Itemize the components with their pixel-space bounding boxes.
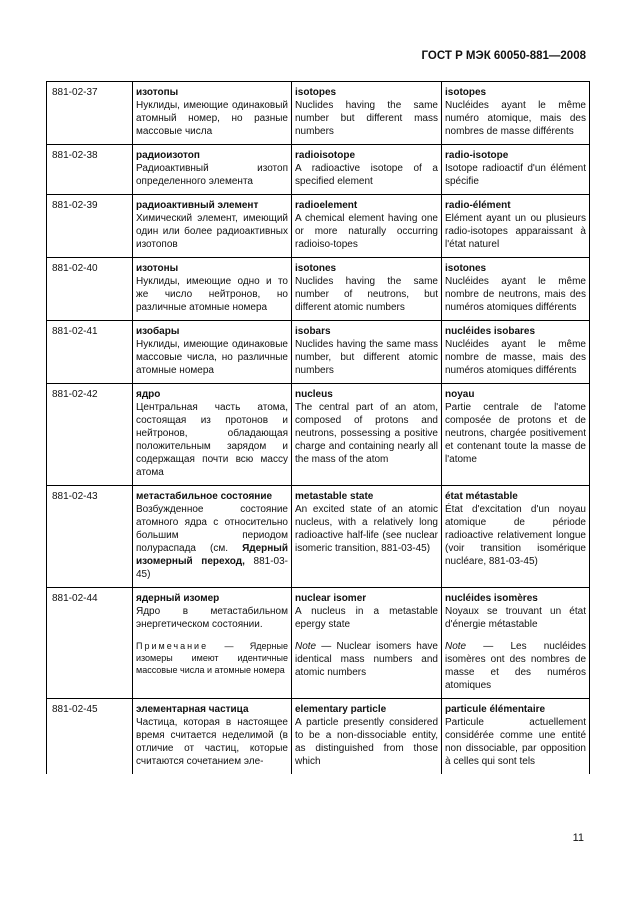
- term-code: 881-02-37: [47, 82, 133, 145]
- russian-term: метастабильное состояние: [136, 491, 273, 502]
- russian-cell: [133, 258, 292, 321]
- russian-cell: [133, 195, 292, 258]
- english-cell: [292, 486, 442, 588]
- table-row: [47, 486, 590, 588]
- russian-cell: [133, 699, 292, 775]
- table-row: [47, 384, 590, 486]
- french-cell: [442, 486, 590, 588]
- english-term: metastable state: [295, 491, 374, 502]
- french-term: nucléides isobares: [445, 326, 536, 337]
- table-row: [47, 588, 590, 699]
- russian-term: ядерный изомер: [136, 593, 220, 604]
- table-row: [47, 699, 590, 775]
- french-definition: Isotope radioactif d'un élément spécifie: [445, 163, 586, 187]
- english-term: elementary particle: [295, 704, 387, 715]
- english-definition: Nuclides having the same number but different mass numbers: [295, 100, 438, 137]
- english-definition: A particle presently considered to be a non-dissociable entity, as distinguished from those which: [295, 717, 438, 767]
- russian-definition: Радиоактивный изотоп определенного элемента: [136, 163, 288, 187]
- note-label: Примечание: [136, 641, 209, 651]
- russian-definition: Центральная часть атома, состоящая из протонов и нейтронов, обладающая положительным зарядом и содержащая почти всю массу атома: [136, 402, 288, 478]
- english-cell: [292, 321, 442, 384]
- english-term: isotones: [295, 263, 337, 274]
- russian-cell: [133, 384, 292, 486]
- cross-reference-term: Ядерный изомерный переход,: [136, 543, 288, 567]
- english-term: isobars: [295, 326, 331, 337]
- french-definition: Noyaux se trouvant un état d'énergie métastable: [445, 606, 586, 630]
- french-cell: [442, 699, 590, 775]
- french-cell: [442, 321, 590, 384]
- english-cell: [292, 195, 442, 258]
- french-definition: Partie centrale de l'atome composée de protons et de neutrons, chargée positivement et contenant toute la masse de l'atome: [445, 402, 586, 465]
- russian-definition: Нуклиды, имеющие одно и то же число нейтронов, но различные атомные номера: [136, 276, 288, 313]
- note-label: Note: [445, 641, 467, 652]
- english-cell: [292, 384, 442, 486]
- note-label: Note: [295, 641, 317, 652]
- russian-term: ядро: [136, 389, 161, 400]
- french-term: particule élémentaire: [445, 704, 546, 715]
- english-definition: A radioactive isotope of a specified element: [295, 163, 438, 187]
- english-definition: Nuclides having the same number of neutrons, but different atomic numbers: [295, 276, 438, 313]
- terms-table: [46, 81, 590, 774]
- term-code: 881-02-43: [47, 486, 133, 588]
- english-cell: [292, 588, 442, 699]
- russian-definition: [136, 503, 288, 581]
- russian-note: [136, 640, 288, 676]
- document-header: ГОСТ Р МЭК 60050-881—2008: [421, 50, 586, 62]
- french-term: état métastable: [445, 491, 518, 502]
- french-cell: [442, 82, 590, 145]
- russian-definition-text: Возбужденное состояние атомного ядра с относительно большим периодом полураспада (см.: [136, 504, 288, 554]
- french-term: isotopes: [445, 87, 487, 98]
- english-term: radioelement: [295, 200, 358, 211]
- table-row: [47, 321, 590, 384]
- table-row: [47, 258, 590, 321]
- russian-term: изотопы: [136, 87, 179, 98]
- french-definition: État d'excitation d'un noyau atomique de période radioactive relativement longue (voir transition isomérique nucléare, 881-03-45): [445, 504, 586, 567]
- russian-term: изотоны: [136, 263, 179, 274]
- english-cell: [292, 82, 442, 145]
- french-definition: Nucléides ayant le même nombre de masse, mais des numéros atomiques différents: [445, 339, 586, 376]
- page-number: 11: [572, 832, 584, 844]
- french-term: isotones: [445, 263, 487, 274]
- term-code: 881-02-42: [47, 384, 133, 486]
- french-term: radio-isotope: [445, 150, 509, 161]
- russian-definition-tail: 881-03-45): [136, 556, 288, 580]
- french-definition: Nucléides ayant le même numéro atomique, mais des nombres de masse différents: [445, 100, 586, 137]
- english-definition: A chemical element having one or more naturally occurring radioiso-topes: [295, 213, 438, 250]
- english-term: nucleus: [295, 389, 333, 400]
- table-row: [47, 82, 590, 145]
- french-definition: Elément ayant un ou plusieurs radio-isotopes apparaissant à l'état naturel: [445, 213, 586, 250]
- english-cell: [292, 699, 442, 775]
- note-text: — Les nucléides isomères ont des nombres de masse et des numéros atomiques: [445, 641, 586, 691]
- russian-definition: Химический элемент, имеющий один или более радиоактивных изотопов: [136, 213, 288, 250]
- russian-term: элементарная частица: [136, 704, 249, 715]
- table-row: [47, 145, 590, 195]
- russian-cell: [133, 145, 292, 195]
- french-cell: [442, 384, 590, 486]
- term-code: 881-02-41: [47, 321, 133, 384]
- french-cell: [442, 588, 590, 699]
- russian-definition: Частица, которая в настоящее время считается неделимой (в отличие от частиц, которые считаются сочетанием эле-: [136, 717, 288, 767]
- russian-term: радиоизотоп: [136, 150, 200, 161]
- french-cell: [442, 195, 590, 258]
- russian-cell: [133, 486, 292, 588]
- french-term: radio-élément: [445, 200, 511, 211]
- french-cell: [442, 145, 590, 195]
- term-code: 881-02-38: [47, 145, 133, 195]
- russian-definition: Ядро в метастабильном энергетическом состоянии.: [136, 606, 288, 630]
- french-term: noyau: [445, 389, 475, 400]
- term-code: 881-02-45: [47, 699, 133, 775]
- english-note: [295, 640, 438, 679]
- table-row: [47, 195, 590, 258]
- term-code: 881-02-39: [47, 195, 133, 258]
- russian-cell: [133, 588, 292, 699]
- french-definition: Nucléides ayant le même nombre de neutrons, mais des numéros atomiques différents: [445, 276, 586, 313]
- note-text: — Nuclear isomers have identical mass numbers and atomic numbers: [295, 641, 438, 678]
- english-definition: The central part of an atom, composed of protons and neutrons, possessing a positive charge and containing nearly all the mass of the atom: [295, 402, 438, 465]
- english-term: radioisotope: [295, 150, 356, 161]
- russian-cell: [133, 321, 292, 384]
- english-term: isotopes: [295, 87, 337, 98]
- english-definition: Nuclides having the same mass number, but different atomic numbers: [295, 339, 438, 376]
- russian-term: радиоактивный элемент: [136, 200, 259, 211]
- english-term: nuclear isomer: [295, 593, 367, 604]
- french-note: [445, 640, 586, 692]
- french-cell: [442, 258, 590, 321]
- term-code: 881-02-40: [47, 258, 133, 321]
- russian-definition: Нуклиды, имеющие одинаковые массовые числа, но различные атомные номера: [136, 339, 288, 376]
- term-code: 881-02-44: [47, 588, 133, 699]
- french-term: nucléides isomères: [445, 593, 538, 604]
- russian-term: изобары: [136, 326, 180, 337]
- note-text: — Ядерные изомеры имеют идентичные массовые числа и атомные номера: [136, 641, 288, 675]
- french-definition: Particule actuellement considérée comme une entité non dissociable, par opposition à celles qui sont tels: [445, 717, 586, 767]
- english-definition: An excited state of an atomic nucleus, with a relatively long radioactive half-life (see nuclear isomeric transition, 881-03-45): [295, 504, 438, 554]
- english-definition: A nucleus in a metastable epergy state: [295, 606, 438, 630]
- english-cell: [292, 145, 442, 195]
- russian-cell: [133, 82, 292, 145]
- russian-definition: Нуклиды, имеющие одинаковый атомный номер, но разные массовые числа: [136, 100, 288, 137]
- english-cell: [292, 258, 442, 321]
